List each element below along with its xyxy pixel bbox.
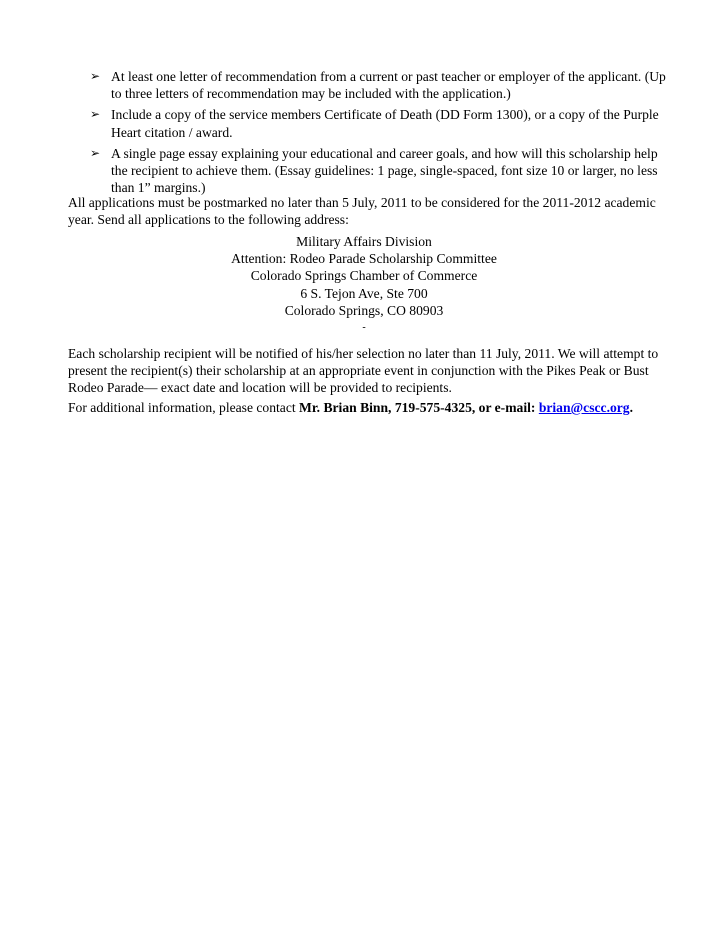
separator-mark: - (362, 322, 366, 333)
notification-paragraph: Each scholarship recipient will be notified of his/her selection no later than 11 July, 2011. We will attempt to present the recipient(s) their scholarship at an appropriate event in conjunction with the Pikes Peak or Bust Rodeo Parade— exact date and location will be provided to recipients. (68, 346, 659, 396)
list-item-text: At least one letter of recommendation from a current or past teacher or employer of the applicant. (Up to three letters of recommendation may be included with the application.) (111, 69, 666, 102)
requirements-list (90, 68, 670, 200)
address-line: Colorado Springs, CO 80903 (284, 302, 444, 318)
contact-suffix: . (629, 400, 634, 415)
contact-prefix: For additional information, please contact (68, 400, 300, 415)
list-item-text: Include a copy of the service members Certificate of Death (DD Form 1300), or a copy of the Purple Heart citation / award. (111, 107, 659, 140)
email-link[interactable]: brian@cscc.org (538, 400, 630, 415)
contact-name-phone: Mr. Brian Binn, 719-575-4325, or e-mail: (299, 400, 539, 415)
list-item (90, 145, 670, 197)
arrow-bullet-icon: ➢ (90, 107, 101, 122)
list-item (90, 106, 670, 140)
address-line: 6 S. Tejon Ave, Ste 700 (300, 285, 428, 301)
arrow-bullet-icon: ➢ (90, 145, 101, 160)
mailing-address (68, 233, 660, 319)
deadline-paragraph: All applications must be postmarked no later than 5 July, 2011 to be considered for the 2011-2012 academic year. Send all applications to the following address: (68, 195, 656, 228)
address-line: Attention: Rodeo Parade Scholarship Committee (231, 251, 497, 267)
list-item-text: A single page essay explaining your educational and career goals, and how will this scholarship help the recipient to achieve them. (Essay guidelines: 1 page, single-spaced, font size 10 or larger, no less than 1” margins.) (111, 145, 658, 196)
address-line: Colorado Springs Chamber of Commerce (250, 268, 478, 284)
arrow-bullet-icon: ➢ (90, 69, 101, 83)
contact-paragraph (68, 399, 668, 416)
address-line: Military Affairs Division (296, 234, 432, 249)
list-item (90, 68, 670, 102)
